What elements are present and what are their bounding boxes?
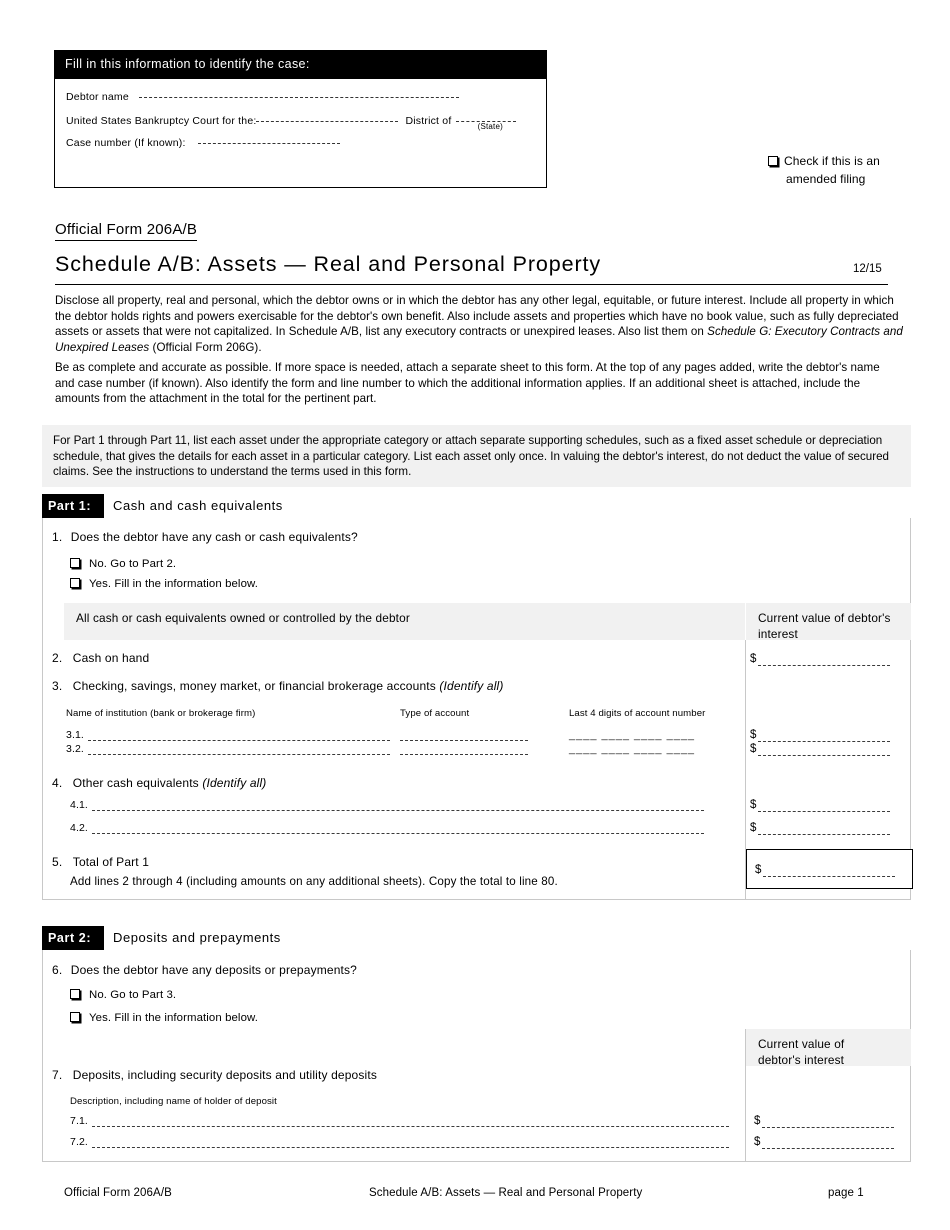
line-7-2-dollar-sign: $ — [754, 1136, 761, 1148]
debtor-name-input[interactable] — [139, 97, 459, 98]
line-3-2-account-digits-input[interactable]: ____ ____ ____ ____ — [569, 743, 696, 755]
line-3-2-account-type-input[interactable] — [400, 754, 528, 755]
intro-paragraph-2: Be as complete and accurate as possible. If more space is needed, attach a separate sheet to this form. At the top of any pages added, write the debtor's name and case number (if known). Also identify the form and line number to which the additional information applies. If an additional sheet is attached, include the amounts from the attachment in the total for the pertinent part. — [55, 361, 880, 406]
question-6-number: 6. — [52, 963, 63, 977]
line-4-2-value-input[interactable] — [758, 834, 890, 835]
line-2-number: 2. — [52, 651, 63, 665]
line-4 — [52, 776, 266, 790]
line-7-description-header: Description, including name of holder of deposit — [70, 1096, 277, 1107]
line-4-identify-all: (Identify all) — [202, 776, 267, 790]
part-1-header — [42, 494, 911, 520]
question-1-option-no-label: No. Go to Part 2. — [89, 558, 177, 570]
line-7-text: Deposits, including security deposits and utility deposits — [72, 1068, 377, 1082]
state-input[interactable] — [456, 121, 516, 122]
debtor-name-row — [66, 91, 535, 103]
line-7-1-number: 7.1. — [70, 1115, 88, 1127]
line-5-instruction: Add lines 2 through 4 (including amounts on any additional sheets). Copy the total to line 80. — [70, 875, 558, 888]
checkbox-icon[interactable] — [70, 1012, 80, 1022]
question-1-option-yes-label: Yes. Fill in the information below. — [89, 578, 258, 590]
line-2-text: Cash on hand — [72, 651, 150, 665]
line-5-total-box[interactable] — [746, 849, 913, 889]
amended-filing-option[interactable] — [768, 152, 928, 188]
checkbox-icon[interactable] — [70, 989, 80, 999]
part-2-column-header-right — [746, 1029, 911, 1066]
line-5-dollar-sign: $ — [755, 864, 762, 876]
part-1-col-right-line2: interest — [758, 626, 798, 641]
title-divider — [55, 284, 888, 285]
part-2-column-divider — [745, 1029, 746, 1162]
line-3-number: 3. — [52, 679, 63, 693]
debtor-name-label: Debtor name — [66, 91, 129, 103]
line-4-2-description-input[interactable] — [92, 833, 704, 834]
line-3-1-account-type-input[interactable] — [400, 740, 528, 741]
line-4-1-value-input[interactable] — [758, 811, 890, 812]
checkbox-icon[interactable] — [70, 558, 80, 568]
line-7-2-number: 7.2. — [70, 1136, 88, 1148]
part-2-name: Deposits and prepayments — [113, 930, 281, 945]
line-7-1-dollar-sign: $ — [754, 1115, 761, 1127]
intro-p1-italic: Schedule G: Executory Contracts and Unexpired Leases — [55, 325, 903, 354]
question-1-number: 1. — [52, 530, 63, 544]
line-4-2-number: 4.2. — [70, 822, 88, 834]
state-note: (State) — [477, 122, 503, 131]
page-title: Schedule A/B: Assets — Real and Personal Property — [55, 252, 602, 276]
case-number-row — [66, 137, 535, 149]
question-6-option-no-label: No. Go to Part 3. — [89, 989, 177, 1001]
line-7-1-description-input[interactable] — [92, 1126, 729, 1127]
part-1-column-header-left: All cash or cash equivalents owned or controlled by the debtor — [64, 603, 745, 640]
case-number-label: Case number (If known): — [66, 137, 186, 149]
district-of-label: District of — [405, 115, 452, 127]
question-6-text: Does the debtor have any deposits or prepayments? — [70, 963, 357, 977]
line-4-1-number: 4.1. — [70, 799, 88, 811]
checkbox-icon[interactable] — [70, 578, 80, 588]
instructions-note-box: For Part 1 through Part 11, list each asset under the appropriate category or attach separate supporting schedules, such as a fixed asset schedule or depreciation schedule, that gives the details for each asset in a particular category. List each asset only once. In valuing the debtor's interest, do not deduct the value of secured claims. See the instructions to understand the terms used in this form. — [42, 425, 911, 487]
line-3-col-1-header: Name of institution (bank or brokerage firm) — [66, 708, 256, 719]
case-identification-box — [54, 50, 547, 188]
line-3-text: Checking, savings, money market, or financial brokerage accounts — [72, 679, 440, 693]
line-3-1-account-digits-input[interactable]: ____ ____ ____ ____ — [569, 729, 696, 741]
line-3-1-dollar-sign: $ — [750, 729, 757, 741]
question-6-option-yes[interactable] — [70, 1012, 258, 1024]
part-1-name: Cash and cash equivalents — [113, 498, 283, 513]
revision-date: 12/15 — [853, 263, 882, 275]
line-2-value-input[interactable] — [758, 665, 890, 666]
amended-filing-label-line1: Check if this is an — [784, 154, 880, 168]
line-3-2-number: 3.2. — [66, 743, 84, 755]
footer-form-number: Official Form 206A/B — [64, 1187, 172, 1199]
line-3-identify-all: (Identify all) — [439, 679, 504, 693]
checkbox-icon[interactable] — [768, 156, 778, 166]
line-3 — [52, 679, 504, 693]
part-1-column-header-right — [746, 603, 911, 640]
part-1-col-right-line1: Current value of debtor's — [758, 611, 891, 625]
footer-page-number: page 1 — [828, 1187, 864, 1199]
line-2-dollar-sign: $ — [750, 653, 757, 665]
line-3-2-dollar-sign: $ — [750, 743, 757, 755]
question-6-option-no[interactable] — [70, 989, 176, 1001]
line-3-1-institution-input[interactable] — [88, 740, 390, 741]
intro-paragraph-1 — [55, 293, 911, 355]
line-2 — [52, 651, 149, 665]
line-4-number: 4. — [52, 776, 63, 790]
question-1-text: Does the debtor have any cash or cash equivalents? — [70, 530, 358, 544]
question-1-option-no[interactable] — [70, 558, 176, 570]
part-2-col-right-line2: debtor's interest — [758, 1052, 845, 1067]
line-7-1-value-input[interactable] — [762, 1127, 894, 1128]
amended-filing-label-line2: amended filing — [786, 172, 866, 186]
line-4-1-dollar-sign: $ — [750, 799, 757, 811]
line-3-1-number: 3.1. — [66, 729, 84, 741]
line-3-2-institution-input[interactable] — [88, 754, 390, 755]
line-3-col-3-header: Last 4 digits of account number — [569, 708, 706, 719]
form-number: Official Form 206A/B — [55, 221, 197, 241]
case-fields — [55, 79, 546, 149]
line-7 — [52, 1068, 377, 1082]
question-1-option-yes[interactable] — [70, 578, 258, 590]
line-7-2-description-input[interactable] — [92, 1147, 729, 1148]
line-4-2-dollar-sign: $ — [750, 822, 757, 834]
line-5 — [52, 855, 149, 869]
court-label: United States Bankruptcy Court for the: — [66, 115, 257, 127]
line-5-number: 5. — [52, 855, 63, 869]
question-1 — [52, 530, 358, 544]
line-5-total-input[interactable] — [763, 876, 895, 877]
line-3-1-value-input[interactable] — [758, 741, 890, 742]
line-4-text: Other cash equivalents — [72, 776, 203, 790]
part-2-header — [42, 926, 911, 952]
part-2-tag: Part 2: — [42, 926, 104, 950]
intro-p1-part-b: (Official Form 206G). — [149, 340, 262, 354]
line-5-text: Total of Part 1 — [72, 855, 150, 869]
question-6-option-yes-label: Yes. Fill in the information below. — [89, 1012, 258, 1024]
line-3-2-value-input[interactable] — [758, 755, 890, 756]
line-4-1-description-input[interactable] — [92, 810, 704, 811]
case-box-title: Fill in this information to identify the case: — [55, 51, 546, 79]
intro-p1-part-a: Disclose all property, real and personal, which the debtor owns or in which the debtor has any other legal, equitable, or future interest. Include all property in which the debtor holds rights and powers exercisable for the debtor's own benefit. Also include assets and properties which have no book value, such as fully depreciated assets or assets that were not capitalized. In Schedule A/B, list any executory contracts or unexpired leases. Also list them on — [55, 294, 899, 339]
court-district-input[interactable] — [256, 121, 398, 122]
part-2-col-right-line1: Current value of — [758, 1037, 845, 1051]
line-7-number: 7. — [52, 1068, 63, 1082]
footer-title: Schedule A/B: Assets — Real and Personal Property — [369, 1187, 643, 1199]
line-3-col-2-header: Type of account — [400, 708, 470, 719]
question-6 — [52, 963, 357, 977]
case-number-input[interactable] — [198, 143, 340, 144]
part-1-tag: Part 1: — [42, 494, 104, 518]
line-7-2-value-input[interactable] — [762, 1148, 894, 1149]
